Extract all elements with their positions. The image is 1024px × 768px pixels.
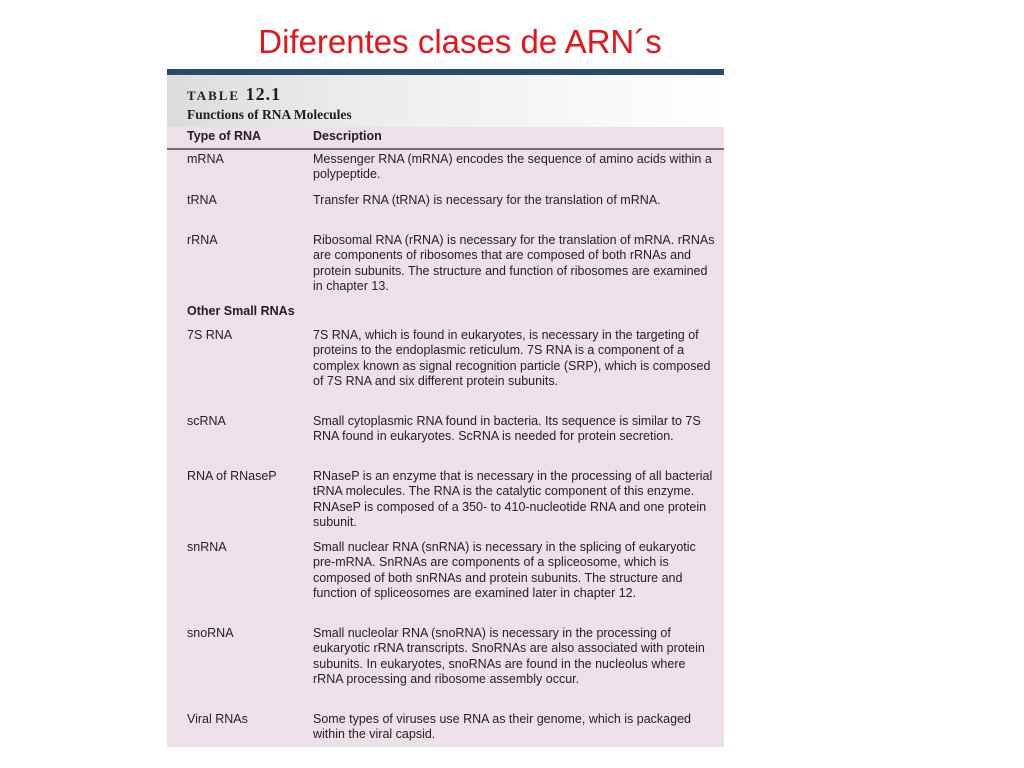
row-type: snRNA (187, 540, 227, 554)
row-type: mRNA (187, 152, 224, 166)
table-label-word: TABLE (187, 88, 241, 103)
row-description: Some types of viruses use RNA as their genome, which is packaged within the viral capsid. (313, 712, 691, 742)
rna-functions-table (167, 69, 724, 747)
row-type: rRNA (187, 233, 218, 247)
row-type: scRNA (187, 414, 226, 428)
table-caption-band (167, 75, 724, 127)
row-description: Small nuclear RNA (snRNA) is necessary in the splicing of eukaryotic pre-mRNA. SnRNAs are components of a spliceosome, which is composed of both snRNAs and protein subunits. The structure and function of spliceosomes are examined later in chapter 12. (313, 540, 696, 600)
table-caption: Functions of RNA Molecules (187, 107, 352, 122)
row-description: Small nucleolar RNA (snoRNA) is necessary in the processing of eukaryotic rRNA transcripts. SnoRNAs are also associated with protein subunits. In eukaryotes, snoRNAs are found in the nucleolus where rRNA processing and ribosome assembly occur. (313, 626, 705, 686)
row-description: Ribosomal RNA (rRNA) is necessary for the translation of mRNA. rRNAs are components of ribosomes that are composed of both rRNAs and protein subunits. The structure and function of ribosomes are examined in chapter 13. (313, 233, 715, 293)
row-description: Small cytoplasmic RNA found in bacteria. Its sequence is similar to 7S RNA found in eukaryotes. ScRNA is needed for protein secretion. (313, 414, 701, 444)
table-label-number: 12.1 (245, 84, 282, 104)
row-type: snoRNA (187, 626, 234, 640)
column-header-description: Description (313, 129, 382, 143)
header-divider (167, 148, 724, 150)
row-description: 7S RNA, which is found in eukaryotes, is necessary in the targeting of proteins to the endoplasmic reticulum. 7S RNA is a component of a complex known as signal recognition particle (SRP), which is composed of 7S RNA and six different protein subunits. (313, 328, 711, 388)
row-description: RNaseP is an enzyme that is necessary in the processing of all bacterial tRNA molecules. The RNA is the catalytic component of this enzyme. RNAseP is composed of a 350- to 410-nucleotide RNA and one protein subunit. (313, 469, 713, 529)
row-description: Transfer RNA (tRNA) is necessary for the translation of mRNA. (313, 193, 661, 207)
row-type: RNA of RNaseP (187, 469, 277, 483)
section-title-other-small-rnas: Other Small RNAs (187, 304, 295, 318)
row-description: Messenger RNA (mRNA) encodes the sequence of amino acids within a polypeptide. (313, 152, 712, 182)
row-type: Viral RNAs (187, 712, 248, 726)
slide-title: Diferentes clases de ARN´s (258, 23, 662, 60)
row-type: tRNA (187, 193, 217, 207)
column-header-type: Type of RNA (187, 129, 262, 143)
row-type: 7S RNA (187, 328, 233, 342)
table-label (187, 84, 281, 105)
